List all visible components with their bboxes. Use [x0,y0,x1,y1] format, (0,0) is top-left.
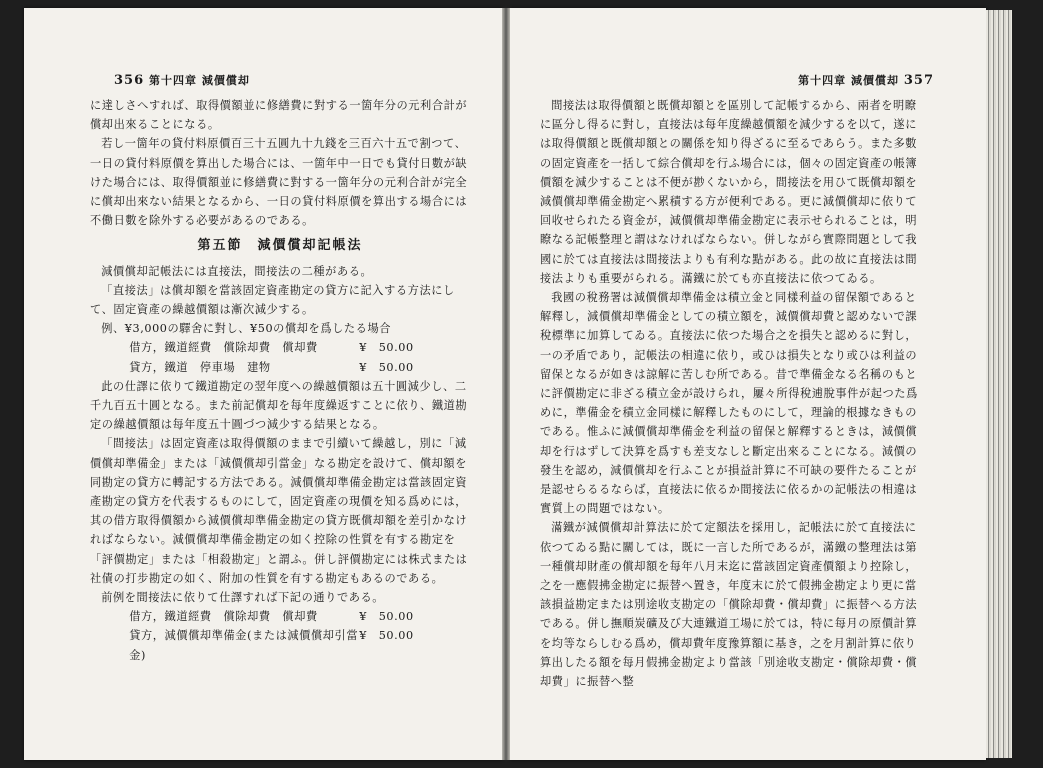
book-spine [502,8,510,760]
right-running-head [798,72,934,88]
page-edges [986,10,1012,758]
left-running-head-title: 第十四章 減價償却 [148,74,250,87]
journal-entry-row [90,338,470,357]
journal-account: 貸方，減價償却準備金(または減價償却引當金) [129,629,359,662]
journal-amount: ¥ 50.00 [359,360,414,374]
paragraph: 間接法は取得價額と既償却額とを區別して記帳するから、兩者を明瞭に區分し得るに對し，直接法は每年度繰越價額を減少するを以て，遂には取得價額と既償却額との關係を知り得ざるに至るであらう。また多數の固定資產を一括して綜合償却を行ふ場合には，個々の固定資產の帳簿價額を減少することは不便が尠くないから，間接法を用ひて既償却額を減價償却準備金勘定へ累積する方が便利である。更に減價償却に依りて回收せられたる資金が，減價償却準備金勘定に表示せられることは，明瞭なる記帳整理と謂はなければならない。併しながら實際問題として我國に於ては直接法は間接法よりも有利な點がある。此の故に直接法は間接法よりも重要がられる。滿鐵に於ても亦直接法に依つてゐる。 [540,99,918,285]
left-page-number: 356 [114,73,145,88]
journal-entry-row [90,607,470,626]
journal-account: 借方，鐵道經費 償除却費 償却費 [129,610,318,624]
journal-amount: ¥ 50.00 [359,341,414,355]
journal-account: 貸方，鐵道 停車場 建物 [129,360,271,374]
paragraph: 「間接法」は固定資產は取得價額のままで引續いて繰越し，別に「減價償却準備金」または「減價償却引當金」なる勘定を設けて、償却額を同勘定の貸方に轉記する方法である。減價償却準備金勘定は當該固定資產勘定の貸方を代表するものにして，固定資產の現價を知る爲めには，其の借方取得價額から減價償却準備金勘定の貸方既償却額を差引かなければならない。減價償却準備金勘定の如く控除の性質を有する勘定を「評價勘定」または「相殺勘定」と謂ふ。併し評價勘定には株式または社債の打步勘定の如く、附加の性質を有する勘定もあるのである。 [90,437,468,585]
paragraph: 若し一箇年の貸付料原價百三十五圓九十九錢を三百六十五で割つて、一日の貸付料原價を算出した場合には、一箇年中一日でも貸付日數が缺けた場合には、取得價額並に修繕費に對する一箇年分の元利合計が完全に償却出來ない結果となるから、一日の貸付料原價を算出する場合には不働日數を除外する必要があるのである。 [90,137,468,228]
journal-entry-row [90,626,470,664]
paragraph: 滿鐵が減價償却計算法に於て定額法を採用し，記帳法に於て直接法に依つてゐる點に關しては，既に一言した所であるが，滿鐵の整理法は第一種償却財產の償却額を每年八月末迄に當該固定資產價額より控除し，之を一應假拂金勘定に振替へ置き，年度末に於て假拂金勘定より更に當該損益勘定または別途收支勘定の「償除却費・償却費」に振替へる方法である。併し撫順炭礦及び大連鐵道工場に於ては，特に每月の原價計算を均等ならしむる爲め，償却費年度豫算額に基き，之を月割計算に依り算出したる額を每月假拂金勘定より當該「別途收支勘定・償除却費・償却費」に振替へ整 [540,521,918,689]
journal-amount: ¥ 50.00 [359,610,414,624]
paragraph: 此の仕譯に依りて鐵道勘定の翌年度への繰越價額は五十圓減少し、二千九百五十圓となる。また前記償却を每年度繰返すことに依り、鐵道勘定の繰越價額は每年度五十圓づつ減少する結果となる。 [90,379,468,432]
right-body-text [540,96,920,691]
paragraph: 「直接法」は償却額を當該固定資產勘定の貸方に記入する方法にして、固定資產の繰越價額は漸次減少する。 [90,283,455,317]
journal-entry-row [90,358,470,377]
paragraph: に達しさへすれば、取得價額並に修繕費に對する一箇年分の元利合計が償却出來ることになる。 [90,99,468,132]
paragraph: 例、¥3,000の驛舍に對し、¥50の償却を爲したる場合 [101,322,392,336]
paragraph: 減價償却記帳法には直接法，間接法の二種がある。 [101,264,373,278]
right-page-number: 357 [903,73,934,88]
journal-amount: ¥ 50.00 [359,629,414,643]
journal-account: 借方，鐵道經費 償除却費 償却費 [129,341,318,355]
paragraph: 我國の稅務署は減價償却準備金は積立金と同樣利益の留保額であると解釋し，減價償却準備金としての積立額を，減價償却費と認めないで課稅標準に加算してゐる。直接法に依つた場合之を損失と認めるに對し，一の矛盾であり，記帳法の相違に依り，或ひは損失となり或ひは利益の留保となるが如きは諒解に苦しむ所である。昔で準備金なる名稱のもとに評價勘定に非ざる積立金が設けられ，屢々所得稅逋脫事件が起つた爲めに，準備金を積立金同樣に解釋したものにして，理論的根據なきものである。惟ふに減價償却準備金を利益の留保と解釋するときは，減價償却を行はずして決算を爲すも差支なしと斷定出來ることになる。減價の發生を認め，減價償却を行ふことが損益計算に不可缺の要件たることが是認せらるるならば，直接法に依るか間接法に依るかの記帳法の相違は實質上の問題ではない。 [540,291,918,516]
left-body-text [90,96,470,665]
paragraph: 前例を間接法に依りて仕譯すれば下記の通りである。 [101,591,385,605]
section-title: 第五節 減價償却記帳法 [197,238,363,254]
left-running-head [114,72,250,88]
right-running-head-title: 第十四章 減價償却 [798,74,900,87]
